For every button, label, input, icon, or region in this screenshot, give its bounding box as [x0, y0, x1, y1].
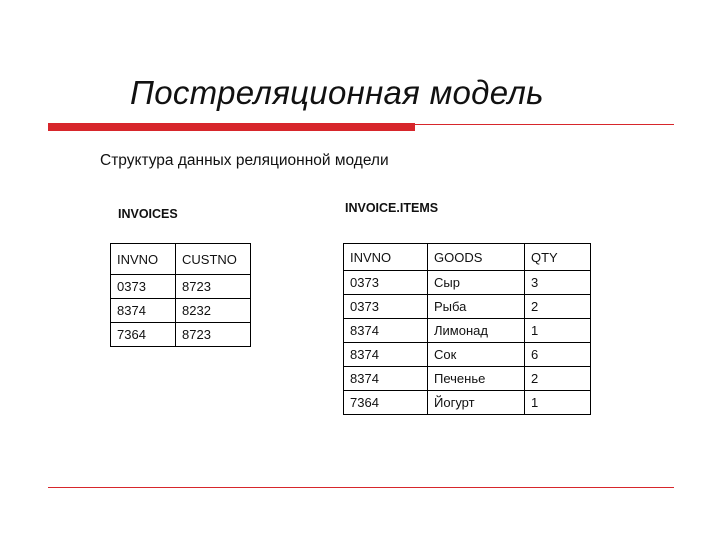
table-row: [111, 275, 251, 299]
table-row: [344, 295, 591, 319]
footer-divider: [48, 487, 674, 488]
table-cell: Печенье: [428, 367, 525, 391]
table-header-row: [111, 244, 251, 275]
table-cell: 0373: [111, 275, 176, 299]
title-underline-thin: [415, 124, 674, 125]
table-row: [344, 367, 591, 391]
table-cell: 3: [525, 271, 591, 295]
column-header: CUSTNO: [176, 244, 251, 275]
table-row: [344, 391, 591, 415]
slide-title: Постреляционная модель: [130, 74, 544, 111]
items-table-label: INVOICE.ITEMS: [345, 201, 439, 215]
table-cell: 8723: [176, 323, 251, 347]
table-cell: 2: [525, 295, 591, 319]
table-cell: 7364: [111, 323, 176, 347]
column-header: GOODS: [428, 244, 525, 271]
table-cell: Рыба: [428, 295, 525, 319]
table-row: [344, 271, 591, 295]
table-row: [344, 319, 591, 343]
column-header: INVNO: [111, 244, 176, 275]
table-row: [111, 323, 251, 347]
table-cell: Лимонад: [428, 319, 525, 343]
title-underline-thick: [48, 123, 415, 131]
table-cell: 6: [525, 343, 591, 367]
invoices-table-label: INVOICES: [118, 207, 178, 221]
table-cell: 0373: [344, 271, 428, 295]
table-cell: 8374: [344, 319, 428, 343]
table-cell: 2: [525, 367, 591, 391]
table-cell: 8723: [176, 275, 251, 299]
table-cell: Сок: [428, 343, 525, 367]
invoices-table: [110, 243, 251, 347]
table-cell: Сыр: [428, 271, 525, 295]
table-cell: 1: [525, 391, 591, 415]
table-cell: 8374: [344, 343, 428, 367]
table-cell: 0373: [344, 295, 428, 319]
column-header: QTY: [525, 244, 591, 271]
column-header: INVNO: [344, 244, 428, 271]
table-cell: 7364: [344, 391, 428, 415]
table-cell: 8374: [344, 367, 428, 391]
table-row: [344, 343, 591, 367]
table-row: [111, 299, 251, 323]
table-cell: 8232: [176, 299, 251, 323]
table-header-row: [344, 244, 591, 271]
table-cell: Йогурт: [428, 391, 525, 415]
table-cell: 8374: [111, 299, 176, 323]
invoice-items-table: [343, 243, 591, 415]
table-cell: 1: [525, 319, 591, 343]
slide-subtitle: Структура данных реляционной модели: [100, 152, 389, 169]
